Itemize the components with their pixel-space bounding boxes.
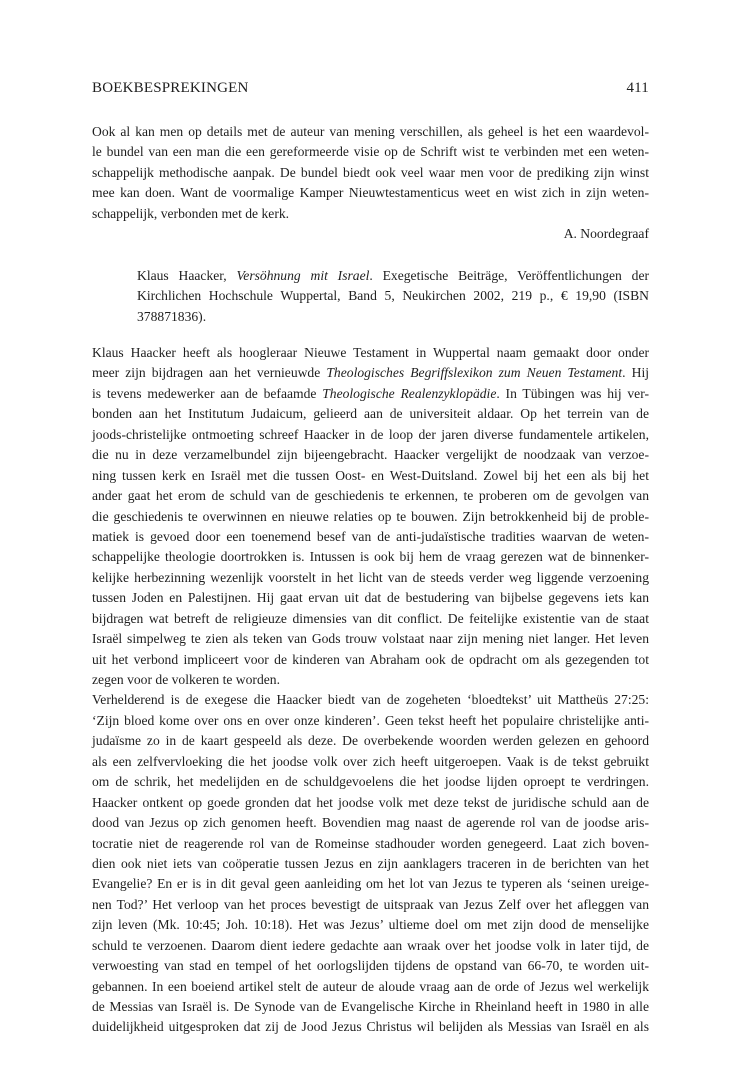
text-line: ander gaat het erom de schuld van de geschiedenis te erkennen, te proberen om de gevolgen van <box>92 488 649 504</box>
text-line <box>92 363 649 383</box>
text-line: bonden aan het Institutum Judaicum, gelieerd aan de universiteit aldaar. Op het terrein van de <box>92 406 649 422</box>
text-line: mee kan doen. Want de voormalige Kamper Nieuwtestamenticus weet en wist zich in zijn weten- <box>92 185 649 201</box>
book-citation <box>137 266 649 327</box>
text-line: die nu in deze verzamelbundel zijn bijeengebracht. Haacker vergelijkt de noodzaak van verzoe- <box>92 447 649 463</box>
text-line: Israël simpelweg te zien als teken van Gods trouw volstaat naar zijn mening niet langer. Het leven <box>92 631 649 647</box>
text-fragment: meer zijn bijdragen aan het vernieuwde <box>92 365 327 381</box>
text-line: ning tussen kerk en Israël met die tussen Oost- en West-Duitsland. Zowel bij het een als bij het <box>92 467 649 483</box>
text-fragment: is tevens medewerker aan de befaamde <box>92 385 323 401</box>
text-line: matiek is gevoed door een toenemend besef van de anti-judaïstische tradities waarvan de weten- <box>92 528 649 544</box>
text-line: dien ook niet iets van coöperatie tussen Jezus en zijn aanklagers traceren in de berichten van het <box>92 855 649 871</box>
text-line: schappelijk, verbonden met de kerk. <box>92 205 290 221</box>
text-fragment: . In Tübingen was hij ver- <box>496 385 649 401</box>
text-fragment: . Hij <box>622 365 649 381</box>
text-line: gebannen. In een boeiend artikel stelt de auteur de aloude vraag aan de orde of Jezus wel werkelijk <box>92 978 649 994</box>
text-line: tocratie niet de reagerende rol van de Romeinse stadhouder worden genegeerd. Laat zich boven- <box>92 835 649 851</box>
review-conclusion <box>92 122 649 245</box>
citation-line <box>137 266 649 286</box>
review-body <box>92 343 649 1038</box>
text-line: om de schrik, het medelijden en de schuldgevoelens die het joodse lijden oproept te verdringen. <box>92 774 649 790</box>
text-line: tussen Joden en Palestijnen. Hij gaat ervan uit dat de bestudering van bijbelse gegevens iets kan <box>92 590 649 606</box>
text-line: schappelijk methodische aanpak. De bundel biedt ook veel waar men voor de prediking zijn winst <box>92 164 649 180</box>
text-line: le bundel van een man die een gereformeerde visie op de Schrift wist te verbinden met een weten- <box>92 144 649 160</box>
text-line: kelijke herbezinning wezenlijk voorstelt in het licht van de steeds verder weg liggende verzoening <box>92 569 649 585</box>
reviewer-signature: A. Noordegraaf <box>563 226 649 242</box>
text-line: Klaus Haacker heeft als hoogleraar Nieuwe Testament in Wuppertal naam gemaakt door onder <box>92 345 649 360</box>
text-line: verwoesting van stad en tempel of het oorlogslijden tijdens de opstand van 66-70, te worden uit- <box>92 958 649 974</box>
text-line <box>92 384 649 404</box>
text-line: bijdragen wat betreft de religieuze dimensies van dit conflict. De feitelijke existentie van de staat <box>92 610 649 626</box>
text-line: de Messias van Israël is. De Synode van de Evangelische Kirche in Rheinland heeft in 1980 in alle <box>92 999 649 1014</box>
text-line: nen Tod?’ Het verloop van het proces bevestigt de uitspraak van Jezus Zelf over het afleggen van <box>92 896 649 912</box>
italic-title: Theologische Realenzyklopädie <box>322 385 497 401</box>
text-line: joods-christelijke ontmoeting schreef Haacker in de loop der jaren diverse fundamentele artikelen, <box>92 426 649 442</box>
page-number: 411 <box>626 80 649 96</box>
text-line: schuld te verzoenen. Daarom dient iedere gedachte aan wraak over het joodse volk in later tijd, de <box>92 937 649 953</box>
text-line: uit het verbond impliceert voor de kinderen van Abraham ook de opdracht om als gezegenden tot <box>92 651 649 667</box>
citation-line: 378871836). <box>137 308 207 324</box>
citation-details: . Exegetische Beiträge, Veröffentlichungen der <box>369 268 649 283</box>
citation-author: Klaus Haacker, <box>137 268 237 283</box>
text-line: als een zelfvervloeking die het joodse volk over zich heeft uitgeroepen. Vaak is de tekst gebruikt <box>92 753 649 769</box>
text-line: Haacker ontkent op goede gronden dat het joodse volk met deze tekst de juridische schuld aan de <box>92 794 649 810</box>
text-line: ‘Zijn bloed kome over ons en over onze kinderen’. Geen tekst heeft het populaire christelijke anti- <box>92 712 649 728</box>
text-line: Evangelie? En er is in dit geval geen aanleiding om het lot van Jezus te typeren als ‘seinen ureige- <box>92 876 649 892</box>
citation-book-title: Versöhnung mit Israel <box>236 268 370 283</box>
section-title: BOEKBESPREKINGEN <box>92 80 249 96</box>
text-line: Ook al kan men op details met de auteur van mening verschillen, als geheel is het een waardevol- <box>92 124 649 139</box>
text-line: Verhelderend is de exegese die Haacker biedt van de zogeheten ‘bloedtekst’ uit Mattheüs 27:25: <box>92 692 649 708</box>
text-line: die geschiedenis te overwinnen en nieuwe relaties op te bouwen. Zijn betrokkenheid bij de proble- <box>92 508 649 524</box>
italic-title: Theologisches Begriffslexikon zum Neuen Testament <box>326 365 623 381</box>
citation-line: Kirchlichen Hochschule Wuppertal, Band 5, Neukirchen 2002, 219 p., € 19,90 (ISBN <box>137 288 649 304</box>
text-line: judaïsme zo in de kaart gespeeld als deze. De overbekende woorden werden gelezen en gehoord <box>92 733 649 749</box>
text-line: schappelijke theologie doortrokken is. Intussen is ook bij hem de vraag gerezen wat de binnenker- <box>92 549 649 565</box>
text-line: dood van Jezus op zich genomen heeft. Bovendien mag naast de agerende rol van de joodse aris- <box>92 815 649 831</box>
text-line: zijn leven (Mk. 10:45; Joh. 10:18). Het was Jezus’ ultieme doel om met zijn dood de menselijke <box>92 917 649 933</box>
text-line: zegen voor de volkeren te worden. <box>92 672 280 687</box>
text-line: duidelijkheid uitgesproken dat zij de Jood Jezus Christus wil belijden als Messias van Israël en als <box>92 1019 649 1035</box>
